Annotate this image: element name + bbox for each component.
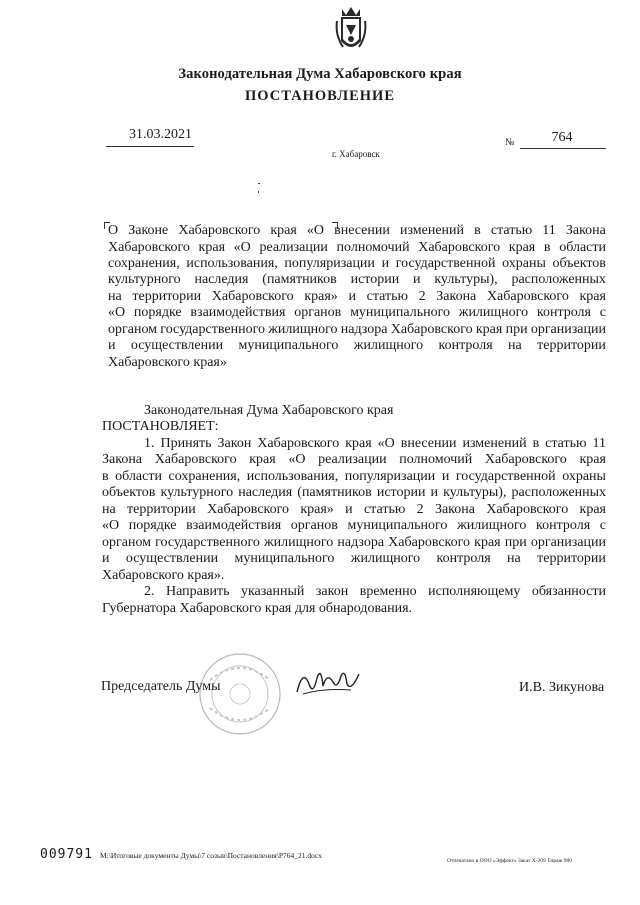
title-line: Хабаровского края «О реализации полномочий Хабаровского края в области [108,240,606,255]
title-line: на территории Хабаровского края» и статью 2 Закона Хабаровского края [108,289,606,304]
number-underline [520,148,606,149]
item1-line: в области сохранения, использования, популяризации и государственной охраны [102,469,606,484]
scan-speck [258,183,260,184]
item1-line: 1. Принять Закон Хабаровского края «О внесении изменений в статью 11 [144,436,606,451]
coat-of-arms-icon [333,3,369,61]
document-type: ПОСТАНОВЛЕНИЕ [244,88,395,104]
item2-line: Губернатора Хабаровского края для обнародования. [102,601,413,616]
scan-speck [258,191,259,193]
city: г. Хабаровск [332,149,380,159]
item1-line: Хабаровского края». [102,568,225,583]
number-sign: № [505,137,515,148]
item1-line: органом государственного жилищного надзора Хабаровского края при организации [102,535,606,550]
title-line: сохранения, использования, популяризации и государственной охраны объектов [108,256,606,271]
title-line: О Законе Хабаровского края «О внесении изменений в статью 11 Закона [108,223,606,238]
body-intro: Законодательная Дума Хабаровского края [144,403,394,418]
item1-line: Закона Хабаровского края «О реализации полномочий Хабаровского края [102,452,606,467]
title-line: культурного наследия (памятников истории и культуры), расположенных [108,272,606,287]
print-note: Отпечатано в ООО «Эффект» Заказ Х-209 Тираж 900 [447,858,572,864]
signatory-position: Председатель Думы [101,679,221,694]
registration-number: 009791 [40,847,93,862]
document-number: 764 [551,130,573,145]
item1-line: и осуществлении муниципального жилищного контроля на территории [102,551,606,566]
date-underline [106,146,194,147]
document-date: 31.03.2021 [129,127,192,142]
item1-line: «О порядке взаимодействия органов муниципального жилищного контроля с [102,518,606,533]
title-line: и осуществлении муниципального жилищного контроля на территории [108,338,606,353]
handwritten-signature [293,664,363,700]
item1-line: на территории Хабаровского края» и статью 2 Закона Хабаровского края [102,502,606,517]
organization-title: Законодательная Дума Хабаровского края [178,66,462,82]
item1-line: объектов культурного наследия (памятников истории и культуры), расположенных [102,485,606,500]
decree-word: ПОСТАНОВЛЯЕТ: [102,419,219,434]
item2-line: 2. Направить указанный закон временно исполняющему обязанности [144,584,606,599]
title-line: органом государственного жилищного надзора Хабаровского края при организации [108,322,606,337]
file-path: M:\Итоговые документы Думы\7 созыв\Постановления\P764_21.docx [100,851,322,860]
title-line: Хабаровского края» [108,355,227,370]
title-line: «О порядке взаимодействия органов муниципального жилищного контроля с [108,305,606,320]
signatory-name: И.В. Зикунова [519,680,605,695]
